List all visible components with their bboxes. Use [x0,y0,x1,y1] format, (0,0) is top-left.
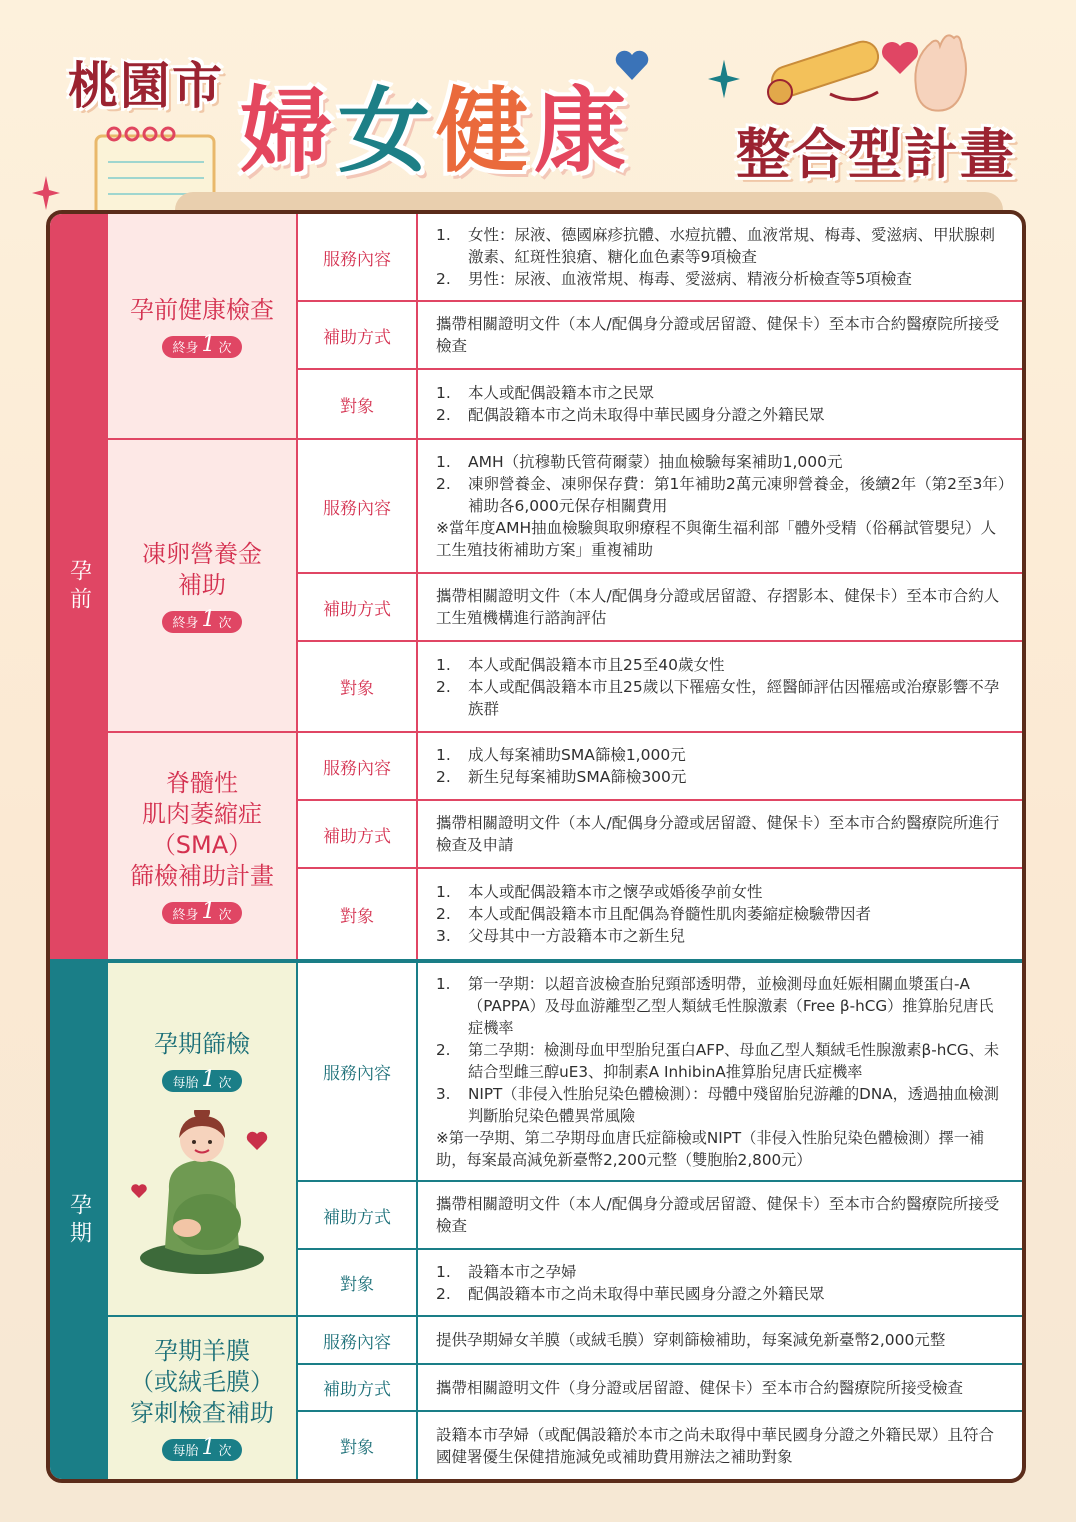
program-sma-screening [108,733,298,959]
row-content [418,869,1022,959]
badge-prefix: 每胎 [172,1075,199,1091]
row-target [298,642,1022,733]
list-item [436,473,1008,517]
row-label: 服務內容 [298,963,418,1180]
list-item [436,224,1008,268]
program-table [46,210,1026,1483]
item-text: 本人或配偶設籍本市且25至40歲女性 [468,655,725,674]
list-item [436,744,1008,766]
main-title [240,58,632,190]
section-label-prep: 孕前 [50,214,108,959]
program-name: 凍卵營養金 補助 [142,539,262,599]
list-item [436,676,1008,720]
row-service [298,963,1022,1182]
item-text: 配偶設籍本市之尚未取得中華民國身分證之外籍民眾 [468,406,825,424]
list-item [436,382,1008,404]
item-number: 1. [436,746,451,764]
list-item [436,451,1008,473]
item-number: 1. [436,453,451,471]
item-number: 3. [436,927,451,945]
program-name: 脊髓性 肌肉萎縮症 （SMA） 篩檢補助計畫 [130,769,274,890]
row-content: 設籍本市孕婦（或配偶設籍於本市之尚未取得中華民國身分證之外籍民眾）且符合國健署優生保健措施減免或補助費用辦法之補助對象 [436,1425,995,1466]
item-text: 第二孕期：檢測母血甲型胎兒蛋白AFP、母血乙型人類絨毛性腺激素β-hCG、未結合型雌三醇uE3、抑制素A InhibinA推算胎兒唐氏症機率 [468,1040,1000,1081]
item-number: 1. [436,883,451,901]
item-text: 新生兒每案補助SMA篩檢300元 [468,768,687,786]
program-egg-freezing [108,440,298,733]
row-label: 服務內容 [298,733,418,799]
row-target [298,869,1022,959]
list-item [436,404,1008,426]
row-content: 攜帶相關證明文件（本人/配偶身分證或居留證、健保卡）至本市合約醫療院所接受檢查 [436,1195,1000,1235]
row-content: 攜帶相關證明文件（本人/配偶身分證或居留證、存摺影本、健保卡）至本市合約人工生殖機構進行諮詢評估 [436,587,1000,627]
frequency-badge [162,898,241,924]
badge-number: 1 [201,607,216,632]
item-number: 2. [436,768,451,786]
item-text: 設籍本市之孕婦 [468,1262,577,1281]
badge-prefix: 終身 [172,341,199,356]
item-number: 2. [436,1040,451,1059]
item-number: 1. [436,974,451,993]
badge-suffix: 次 [218,341,232,356]
title-char-4: 康 [534,78,633,185]
frequency-badge [162,1435,241,1461]
item-number: 3. [436,1084,451,1103]
section-prep [50,214,1022,959]
list-item [436,925,1008,947]
rolled-paper-illustration [760,34,890,114]
list-item [436,268,1008,290]
badge-suffix: 次 [218,907,232,923]
item-number: 2. [436,406,451,424]
program-name: 孕期篩檢 [154,1030,250,1058]
title-char-3: 健 [436,78,535,185]
row-content [418,1250,1022,1315]
row-method [298,302,1022,370]
row-target [298,1412,1022,1479]
list-item [436,654,1008,676]
row-content: 攜帶相關證明文件（本人/配偶身分證或居留證、健保卡）至本市合約醫療院所進行檢查及申請 [436,814,1000,854]
row-content [418,214,1022,300]
section-preg [50,963,1022,1479]
item-text: 父母其中一方設籍本市之新生兒 [468,927,686,945]
list-item [436,973,1008,1039]
list-item [436,903,1008,925]
item-number: 2. [436,905,451,923]
sparkle-icon [708,58,740,100]
hand-heart-icon [876,28,972,118]
item-text: 男性：尿液、血液常規、梅毒、愛滋病、精液分析檢查等5項檢查 [468,270,912,288]
row-service [298,1317,1022,1365]
note-text: ※當年度AMH抽血檢驗與取卵療程不與衛生福利部「體外受精（俗稱試管嬰兒）人工生殖技術補助方案」重複補助 [436,519,997,559]
badge-number: 1 [201,332,216,357]
row-label: 補助方式 [298,801,418,867]
item-text: NIPT（非侵入性胎兒染色體檢測）：母體中殘留胎兒游離的DNA，透過抽血檢測判斷胎兒染色體異常風險 [468,1084,999,1125]
subtitle: 整合型計畫 [736,123,1016,186]
row-method [298,1365,1022,1412]
row-content: 攜帶相關證明文件（身分證或居留證、健保卡）至本市合約醫療院所接受檢查 [436,1378,964,1397]
frequency-badge [162,1066,241,1092]
item-number: 2. [436,270,451,288]
list-item [436,766,1008,788]
item-text: 本人或配偶設籍本市之民眾 [468,384,655,402]
program-name: 孕期羊膜 （或絨毛膜） 穿刺檢查補助 [130,1336,274,1427]
item-number: 1. [436,226,451,244]
row-content: 提供孕期婦女羊膜（或絨毛膜）穿刺篩檢補助，每案減免新臺幣2,000元整 [436,1331,946,1349]
program-prep-health-check [108,214,298,440]
badge-number: 1 [201,898,216,924]
row-label: 服務內容 [298,214,418,300]
sparkle-icon [32,176,60,210]
program-amniocentesis [108,1317,298,1479]
list-item [436,1083,1008,1127]
row-label: 服務內容 [298,1317,418,1363]
list-item [436,881,1008,903]
row-label: 補助方式 [298,302,418,368]
row-content [418,733,1022,799]
section-label-preg: 孕期 [50,963,108,1479]
list-item [436,1261,1008,1283]
frequency-badge [162,607,241,633]
row-label: 對象 [298,370,418,438]
row-service [298,214,1022,302]
badge-prefix: 終身 [172,907,199,923]
badge-suffix: 次 [218,616,232,631]
row-label: 補助方式 [298,1182,418,1248]
row-label: 服務內容 [298,440,418,572]
badge-suffix: 次 [218,1444,232,1459]
row-method [298,574,1022,642]
row-label: 對象 [298,1250,418,1315]
frequency-badge [162,332,241,358]
badge-prefix: 終身 [172,616,199,631]
badge-number: 1 [201,1435,216,1460]
pregnant-woman-illustration [127,1110,277,1280]
row-service [298,733,1022,801]
row-content [418,370,1022,438]
row-label: 對象 [298,869,418,959]
item-number: 1. [436,655,451,674]
item-number: 2. [436,677,451,696]
item-text: 配偶設籍本市之尚未取得中華民國身分證之外籍民眾 [468,1284,825,1303]
row-content [418,440,1022,572]
item-text: AMH（抗穆勒氏管荷爾蒙）抽血檢驗每案補助1,000元 [468,453,843,471]
row-content: 攜帶相關證明文件（本人/配偶身分證或居留證、健保卡）至本市合約醫療院所接受檢查 [436,315,1000,355]
item-number: 2. [436,475,451,493]
item-number: 1. [436,384,451,402]
item-text: 凍卵營養金、凍卵保存費：第1年補助2萬元凍卵營養金，後續2年（第2至3年）補助各6,000元保存相關費用 [468,475,1006,515]
badge-prefix: 每胎 [172,1444,199,1459]
city-name: 桃園市 [68,57,224,115]
row-method [298,1182,1022,1250]
row-target [298,1250,1022,1317]
program-prenatal-screening [108,963,298,1317]
program-name: 孕前健康檢查 [130,295,274,324]
item-text: 女性：尿液、德國麻疹抗體、水痘抗體、血液常規、梅毒、愛滋病、甲狀腺刺激素、紅斑性狼瘡、糖化血色素等9項檢查 [468,226,996,266]
row-content [418,642,1022,731]
row-label: 補助方式 [298,574,418,640]
badge-suffix: 次 [218,1075,232,1091]
title-char-2: 女 [338,78,437,185]
item-text: 本人或配偶設籍本市且25歲以下罹癌女性，經醫師評估因罹癌或治療影響不孕族群 [468,677,1000,718]
header [0,0,1076,215]
row-service [298,440,1022,574]
item-text: 本人或配偶設籍本市之懷孕或婚後孕前女性 [468,883,763,901]
row-content [418,963,1022,1180]
note-text: ※第一孕期、第二孕期母血唐氏症篩檢或NIPT（非侵入性胎兒染色體檢測）擇一補助，每案最高減免新臺幣2,200元整（雙胞胎2,800元） [436,1128,985,1169]
item-text: 本人或配偶設籍本市且配偶為脊髓性肌肉萎縮症檢驗帶因者 [468,905,872,923]
row-target [298,370,1022,440]
row-label: 補助方式 [298,1365,418,1410]
list-item [436,1039,1008,1083]
row-label: 對象 [298,642,418,731]
item-number: 1. [436,1262,451,1281]
item-text: 第一孕期：以超音波檢查胎兒頸部透明帶，並檢測母血妊娠相關血漿蛋白-A（PAPPA）及母血游離型乙型人類絨毛性腺激素（Free β-hCG）推算胎兒唐氏症機率 [468,974,994,1037]
item-text: 成人每案補助SMA篩檢1,000元 [468,746,686,764]
title-char-1: 婦 [240,78,339,185]
row-method [298,801,1022,869]
row-label: 對象 [298,1412,418,1479]
badge-number: 1 [201,1066,216,1092]
item-number: 2. [436,1284,451,1303]
list-item [436,1283,1008,1305]
